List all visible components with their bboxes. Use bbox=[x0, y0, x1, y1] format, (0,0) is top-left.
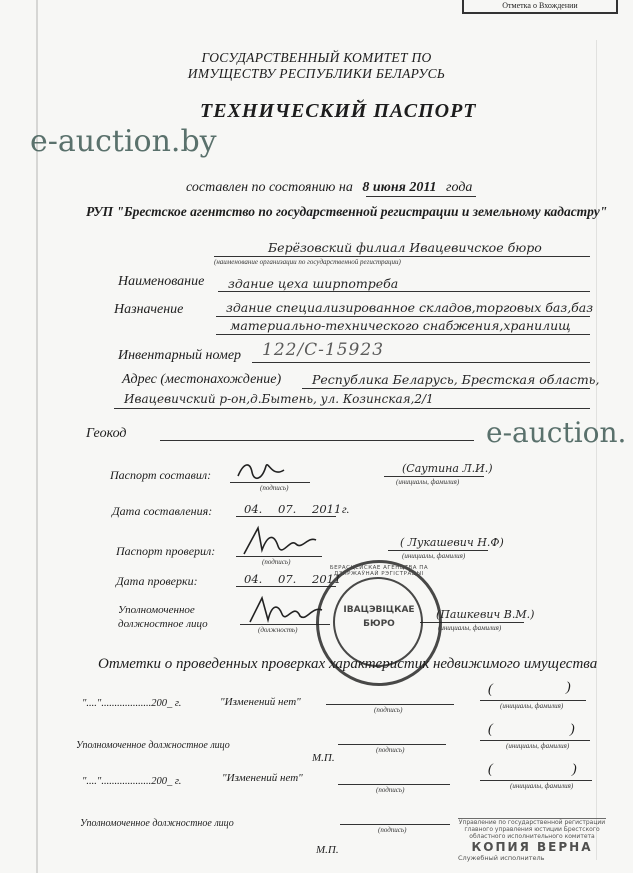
top-right-stamp-text: Отметка о Вхождении bbox=[502, 1, 578, 10]
check-1-date: "...."...................200_ г. bbox=[82, 698, 182, 709]
signature-compiler-icon bbox=[232, 458, 292, 484]
compiled-prefix: составлен по состоянию на bbox=[186, 180, 353, 195]
check-1-paren-close: ) bbox=[566, 680, 571, 695]
inventory-label: Инвентарный номер bbox=[118, 348, 242, 363]
checked-by-name: ( Лукашевич Н.Ф) bbox=[400, 536, 504, 549]
signature-authorized-icon bbox=[246, 592, 326, 628]
name-value: здание цеха ширпотреба bbox=[228, 276, 399, 291]
address-value-1: Республика Беларусь, Брестская область, bbox=[312, 372, 600, 387]
watermark-left: e-auction.by bbox=[30, 124, 217, 159]
name-label: Наименование bbox=[118, 274, 205, 289]
copy-stamp-line-2: главного управления юстиции Брестского bbox=[464, 826, 600, 833]
compile-date-year: 2011 bbox=[312, 502, 342, 516]
compiled-by-label: Паспорт составил: bbox=[110, 468, 212, 482]
official-1-initials-caption: (инициалы, фамилия) bbox=[506, 742, 570, 750]
official-1-label: Уполномоченное должностное лицо bbox=[76, 740, 230, 751]
purpose-value-1: здание специализированное складов,торговых баз,баз bbox=[226, 300, 594, 315]
seal-ring-text: БЕРАСЦЕЙСКАЕ АГЕНЦТВА ПА ДЗЯРЖАЎНАЙ РЭГІСТРАЦЫІ bbox=[329, 565, 429, 577]
compiled-by-name: (Саутина Л.И.) bbox=[402, 462, 493, 475]
branch-value: Берёзовский филиал Ивацевичское бюро bbox=[268, 240, 542, 255]
compiler-initials-caption: (инициалы, фамилия) bbox=[396, 478, 460, 486]
check-2-paren-open: ( bbox=[488, 762, 493, 777]
official-2-mp: М.П. bbox=[316, 844, 339, 856]
check-2-initials-caption: (инициалы, фамилия) bbox=[510, 782, 574, 790]
compile-date-suffix: г. bbox=[342, 502, 350, 516]
compiler-signature-caption: (подпись) bbox=[260, 484, 289, 492]
seal-center-1: ІВАЦЭВІЦКАЕ bbox=[343, 605, 415, 615]
copy-stamp-main: КОПИЯ ВЕРНА bbox=[471, 840, 593, 854]
address-value-2: Ивацевичский р-он,д.Бытень, ул. Козинская,2/1 bbox=[124, 392, 434, 406]
authorized-initials-caption: (инициалы, фамилия) bbox=[438, 624, 502, 632]
official-1-paren-open: ( bbox=[488, 722, 493, 737]
committee-line-1: ГОСУДАРСТВЕННЫЙ КОМИТЕТ ПО bbox=[201, 50, 432, 65]
official-1-paren-close: ) bbox=[570, 722, 575, 737]
committee-line-2: ИМУЩЕСТВУ РЕСПУБЛИКИ БЕЛАРУСЬ bbox=[187, 66, 446, 81]
top-right-stamp bbox=[462, 0, 618, 14]
check-date-month: 07. bbox=[278, 572, 297, 586]
copy-stamp-executor: Служебный исполнитель bbox=[458, 854, 545, 862]
official-1-mp: М.П. bbox=[312, 752, 335, 764]
check-2-no-changes: "Изменений нет" bbox=[222, 772, 303, 784]
authorized-official-caption: (должность) bbox=[258, 626, 298, 634]
checks-title: Отметки о проведенных проверках характеристик недвижимого имущества bbox=[98, 656, 598, 672]
inventory-value: 122/С-15923 bbox=[262, 340, 385, 360]
purpose-value-2: материально-технического снабжения,хранилищ bbox=[230, 318, 571, 333]
copy-verified-stamp bbox=[458, 818, 606, 869]
authorized-label-1: Уполномоченное bbox=[118, 604, 195, 616]
compile-date-label: Дата составления: bbox=[112, 504, 213, 518]
official-2-label: Уполномоченное должностное лицо bbox=[80, 818, 234, 829]
scan-edge-line bbox=[596, 40, 597, 860]
authorized-name: (Пашкевич В.М.) bbox=[436, 608, 535, 621]
branch-caption: (наименование организации по государственной регистрации) bbox=[214, 258, 401, 266]
compiled-line bbox=[186, 180, 472, 196]
checker-signature-caption: (подпись) bbox=[262, 558, 291, 566]
compile-date-day: 04. bbox=[244, 502, 263, 516]
check-2-date: "...."...................200_ г. bbox=[82, 776, 182, 787]
check-2-signature-caption: (подпись) bbox=[376, 786, 405, 794]
address-label: Адрес (местонахождение) bbox=[122, 372, 282, 387]
purpose-label: Назначение bbox=[114, 302, 184, 317]
check-date-year: 2011 bbox=[312, 572, 342, 586]
copy-stamp-line-1: Управление по государственной регистрации bbox=[458, 819, 606, 826]
compiled-date: 8 июня 2011 bbox=[362, 180, 437, 195]
document-title: ТЕХНИЧЕСКИЙ ПАСПОРТ bbox=[200, 100, 477, 122]
check-1-no-changes: "Изменений нет" bbox=[220, 696, 301, 708]
check-1-signature-caption: (подпись) bbox=[374, 706, 403, 714]
checker-initials-caption: (инициалы, фамилия) bbox=[402, 552, 466, 560]
compile-date-month: 07. bbox=[278, 502, 297, 516]
checked-by-label: Паспорт проверил: bbox=[116, 544, 216, 558]
copy-stamp-line-3: областного исполнительного комитета bbox=[469, 833, 595, 840]
check-1-paren-open: ( bbox=[488, 682, 493, 697]
check-2-paren-close: ) bbox=[572, 762, 577, 777]
seal-center-2: БЮРО bbox=[363, 619, 395, 629]
check-date-label: Дата проверки: bbox=[116, 574, 198, 588]
check-date-day: 04. bbox=[244, 572, 263, 586]
agency-name: РУП "Брестское агентство по государственной регистрации и земельному кадастру" bbox=[86, 204, 608, 219]
authorized-label-2: должностное лицо bbox=[118, 618, 208, 630]
official-1-signature-caption: (подпись) bbox=[376, 746, 405, 754]
compiled-suffix: года bbox=[446, 180, 473, 195]
signature-checker-icon bbox=[240, 524, 320, 560]
check-1-initials-caption: (инициалы, фамилия) bbox=[500, 702, 564, 710]
watermark-right: e-auction. bbox=[486, 416, 627, 449]
geocode-label: Геокод bbox=[86, 426, 127, 441]
official-2-signature-caption: (подпись) bbox=[378, 826, 407, 834]
